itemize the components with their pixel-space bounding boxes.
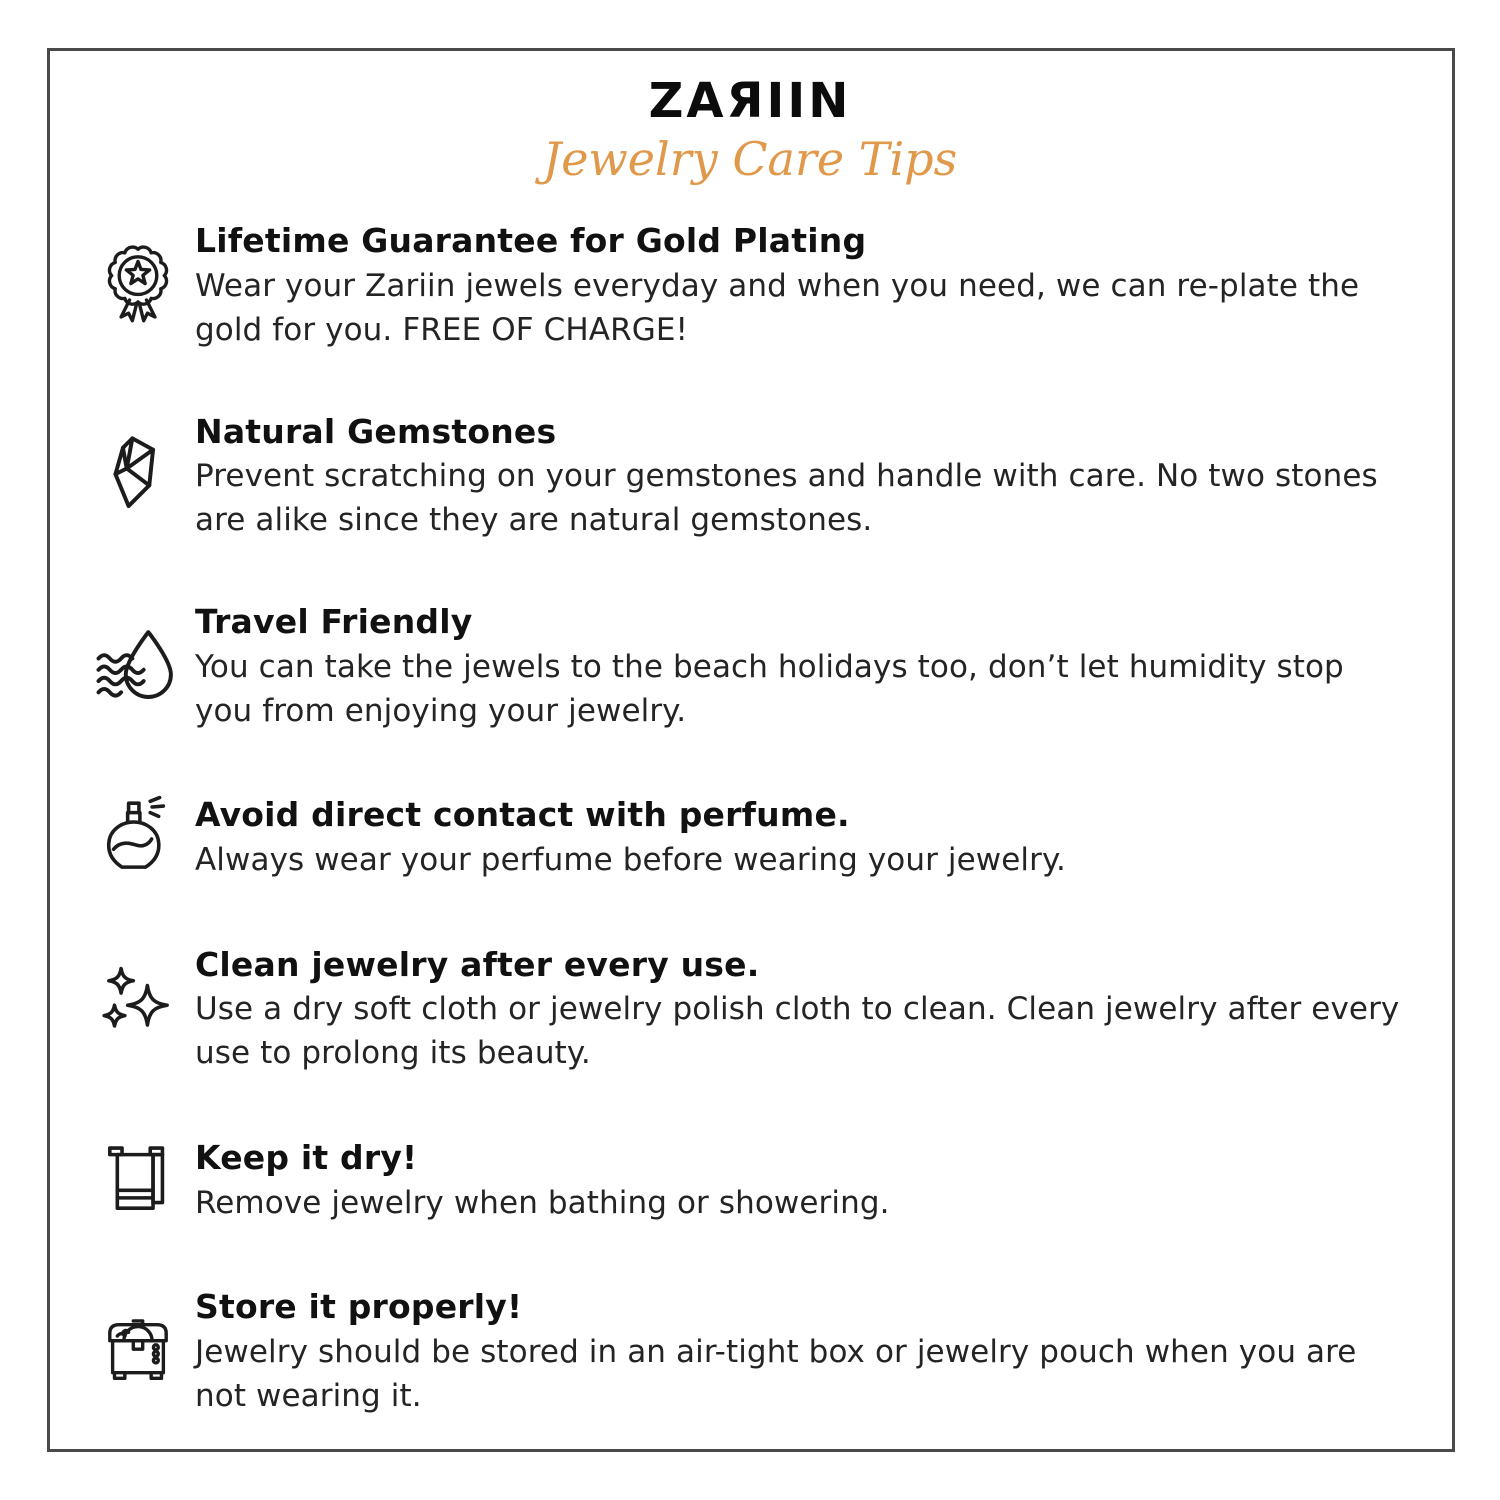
tip-text xyxy=(195,793,1410,882)
sparkles-icon xyxy=(90,962,185,1056)
tip-row xyxy=(90,791,1410,885)
tip-body: Remove jewelry when bathing or showering. xyxy=(195,1184,890,1221)
tip-row xyxy=(90,410,1410,543)
tip-title: Keep it dry! xyxy=(195,1138,418,1178)
brand-logo: ZAЯIIN xyxy=(648,73,852,129)
tips-list xyxy=(90,219,1410,1418)
tip-text xyxy=(195,600,1410,733)
tip-text xyxy=(195,1285,1410,1418)
tip-title: Avoid direct contact with perfume. xyxy=(195,795,850,835)
tip-body: You can take the jewels to the beach holidays too, don’t let humidity stop you from enjoying your jewelry. xyxy=(195,648,1344,729)
tip-body: Always wear your perfume before wearing your jewelry. xyxy=(195,841,1066,878)
tip-title: Natural Gemstones xyxy=(195,411,557,451)
tip-title: Travel Friendly xyxy=(195,602,473,642)
tip-body: Jewelry should be stored in an air-tight box or jewelry pouch when you are not wearing it. xyxy=(195,1333,1357,1414)
care-card-content xyxy=(50,51,1452,1418)
tip-text xyxy=(195,219,1410,352)
tip-body: Prevent scratching on your gemstones and handle with care. No two stones are alike since they are natural gemstones. xyxy=(195,458,1378,539)
tip-body: Wear your Zariin jewels everyday and when you need, we can re-plate the gold for you. FREE OF CHARGE! xyxy=(195,267,1360,348)
jewelry-box-icon xyxy=(90,1305,185,1399)
page-title: Jewelry Care Tips xyxy=(542,131,958,186)
tip-body: Use a dry soft cloth or jewelry polish cloth to clean. Clean jewelry after every use to prolong its beauty. xyxy=(195,991,1400,1072)
tip-title: Store it properly! xyxy=(195,1287,523,1327)
humidity-drop-icon xyxy=(90,619,185,713)
tip-row xyxy=(90,219,1410,352)
towel-icon xyxy=(90,1133,185,1227)
tip-text xyxy=(195,943,1410,1076)
tip-row xyxy=(90,943,1410,1076)
tip-text xyxy=(195,410,1410,543)
header xyxy=(90,75,1410,187)
tip-row xyxy=(90,600,1410,733)
care-card xyxy=(47,48,1455,1452)
tip-row xyxy=(90,1133,1410,1227)
tip-title: Clean jewelry after every use. xyxy=(195,944,760,984)
award-badge-icon xyxy=(90,238,185,332)
gemstone-icon xyxy=(90,429,185,523)
tip-row xyxy=(90,1285,1410,1418)
tip-text xyxy=(195,1136,1410,1225)
tip-title: Lifetime Guarantee for Gold Plating xyxy=(195,220,867,260)
perfume-bottle-icon xyxy=(90,791,185,885)
